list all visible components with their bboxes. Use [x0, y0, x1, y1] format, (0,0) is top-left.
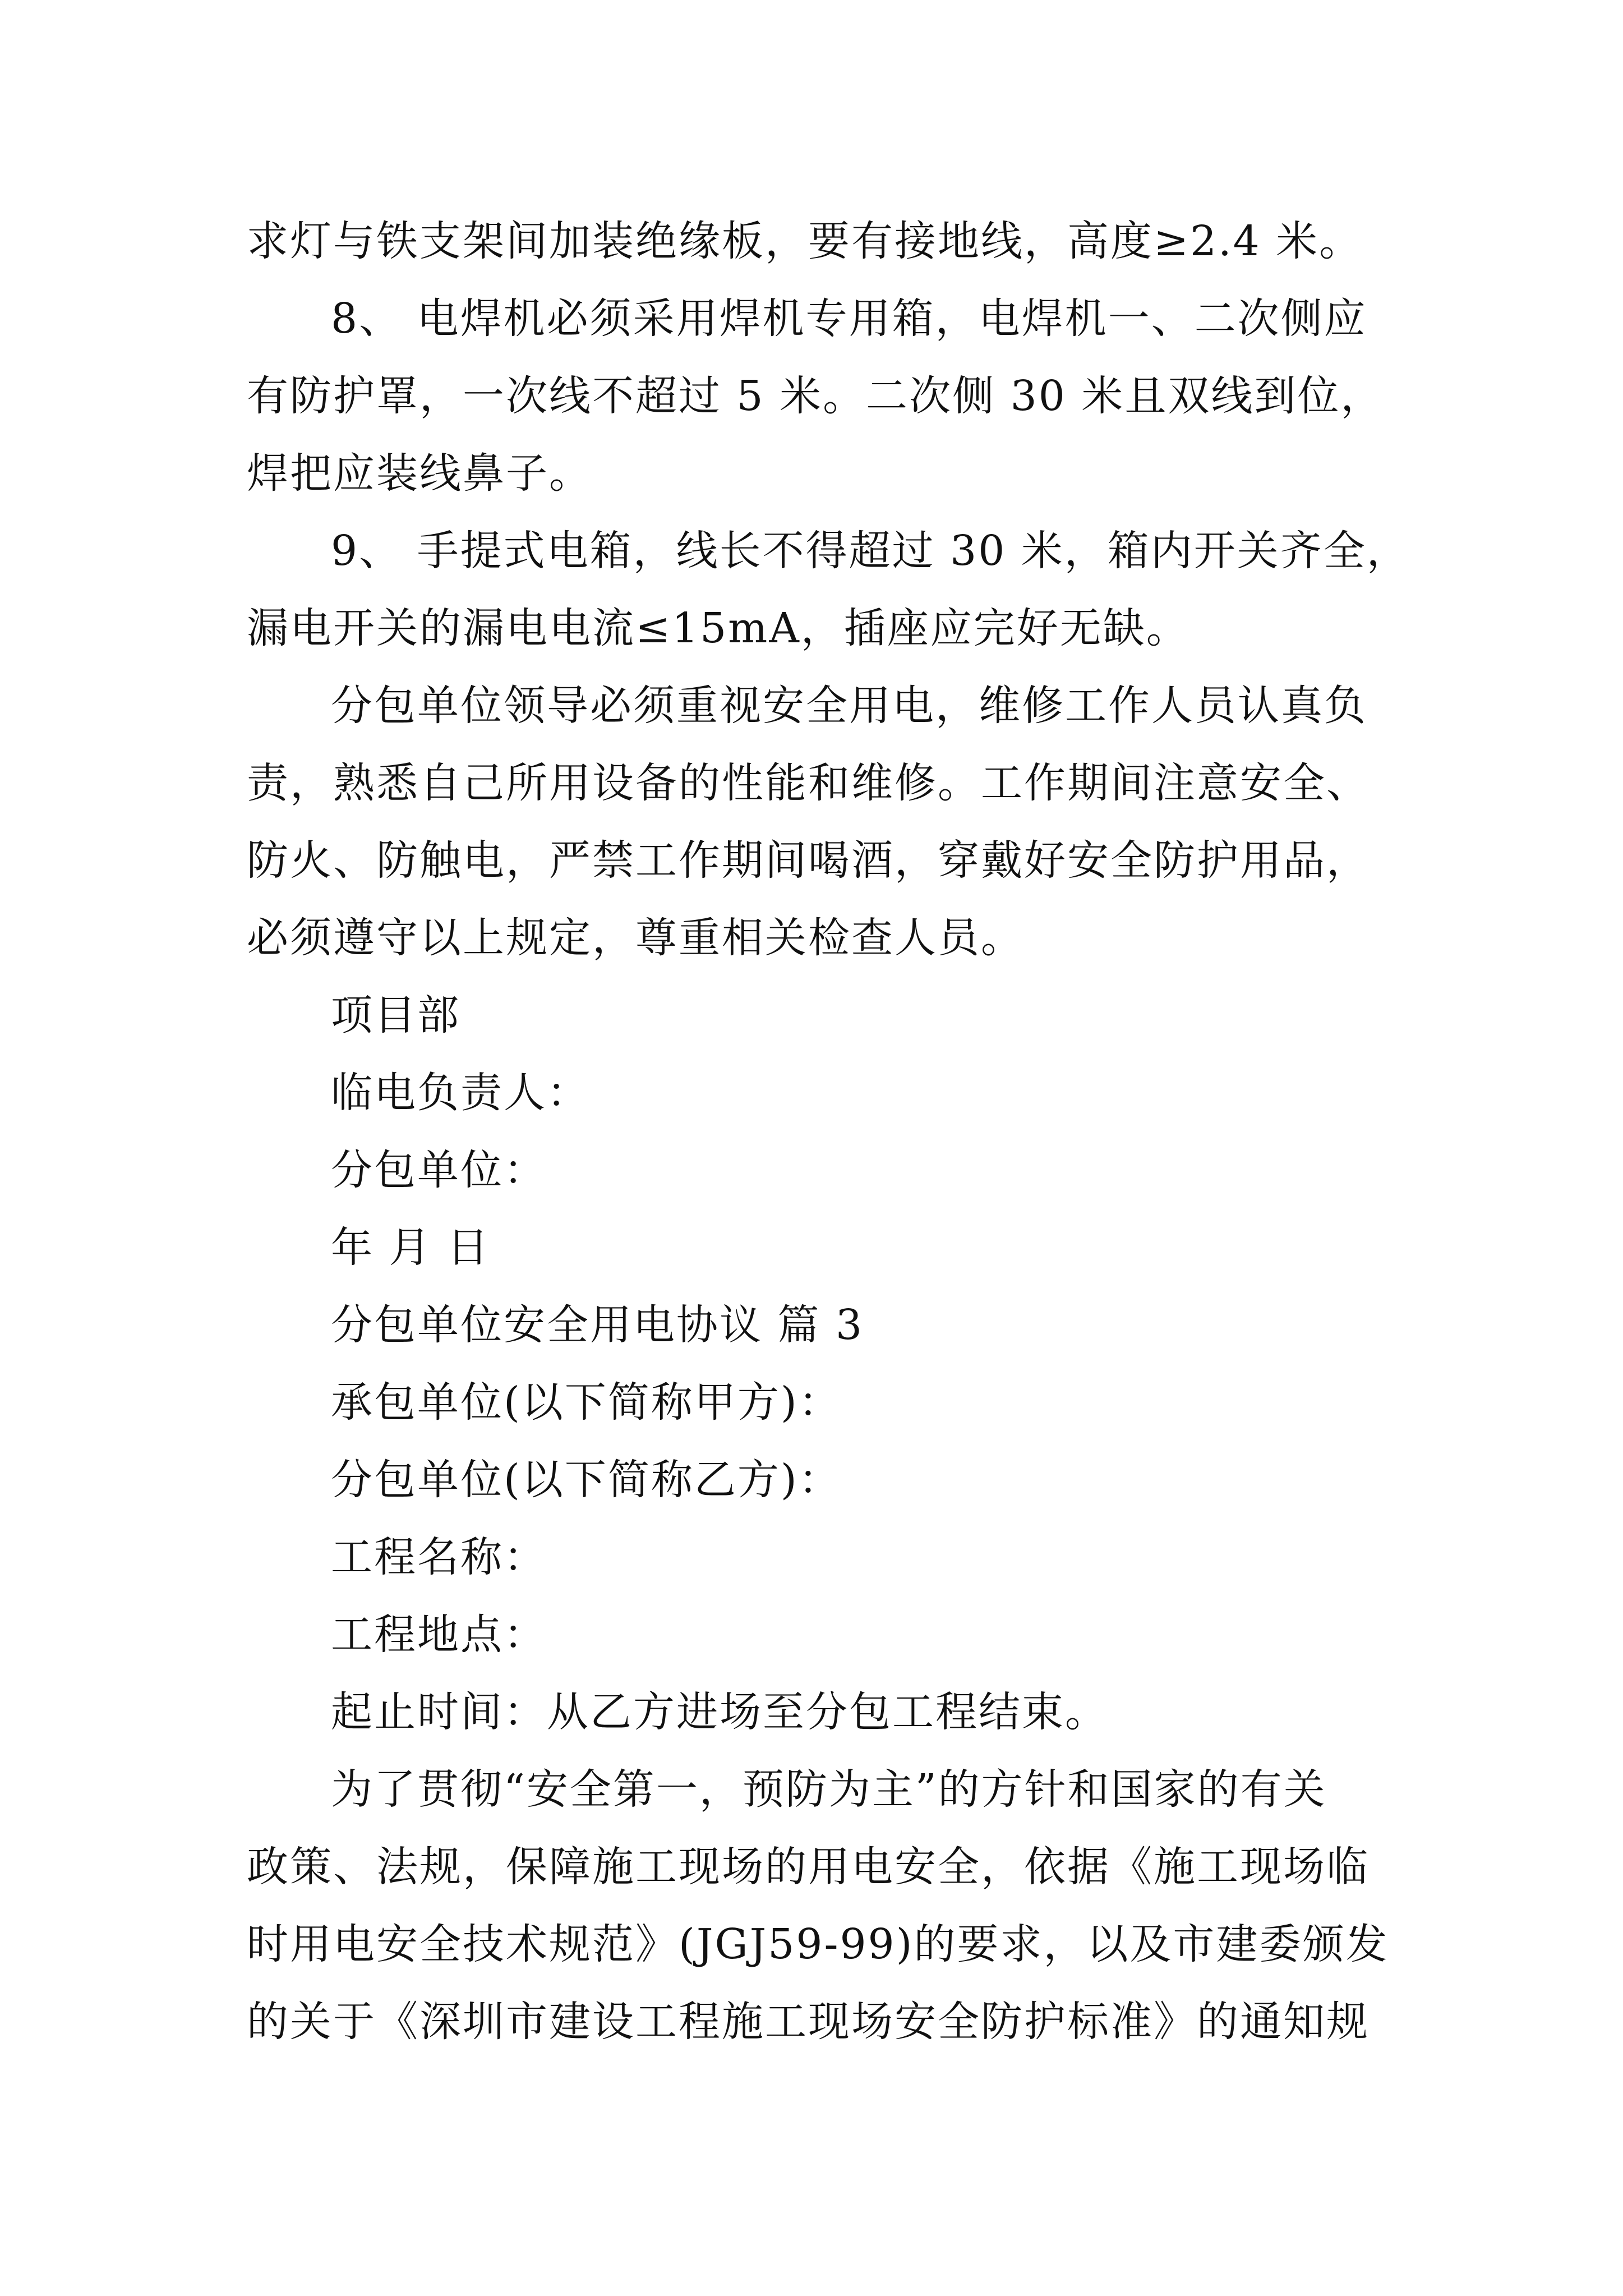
- list-item-9: 9、 手提式电箱，线长不得超过 30 米，箱内开关齐全，: [331, 527, 1410, 575]
- body-text-line: 有防护罩，一次线不超过 5 米。二次侧 30 米且双线到位，: [247, 372, 1384, 420]
- field-project-location: 工程地点：: [331, 1611, 547, 1659]
- signature-date: 年 月 日: [331, 1223, 491, 1272]
- body-text-line: 的关于《深圳市建设工程施工现场安全防护标准》的通知规: [247, 1998, 1370, 2046]
- field-duration: 起止时间：从乙方进场至分包工程结束。: [331, 1688, 1108, 1736]
- body-text-line: 政策、法规，保障施工现场的用电安全，依据《施工现场临: [247, 1843, 1370, 1891]
- signature-project-dept: 项目部: [331, 991, 460, 1039]
- paragraph-start: 分包单位领导必须重视安全用电，维修工作人员认真负: [331, 682, 1367, 730]
- body-text-line: 责，熟悉自己所用设备的性能和维修。工作期间注意安全、: [247, 759, 1370, 807]
- field-project-name: 工程名称：: [331, 1533, 547, 1581]
- body-text-line: 防火、防触电，严禁工作期间喝酒，穿戴好安全防护用品，: [247, 836, 1370, 885]
- body-text-line: 求灯与铁支架间加装绝缘板，要有接地线，高度≥2.4 米。: [247, 217, 1363, 265]
- body-text-line: 时用电安全技术规范》(JGJ59-99)的要求，以及市建委颁发: [247, 1920, 1389, 1968]
- section-title: 分包单位安全用电协议 篇 3: [331, 1301, 864, 1349]
- paragraph-start: 为了贯彻“安全第一，预防为主”的方针和国家的有关: [331, 1765, 1327, 1814]
- field-party-a: 承包单位(以下简称甲方)：: [331, 1378, 842, 1427]
- field-party-b: 分包单位(以下简称乙方)：: [331, 1456, 842, 1504]
- signature-subcontractor: 分包单位：: [331, 1146, 547, 1194]
- body-text-line: 必须遵守以上规定，尊重相关检查人员。: [247, 914, 1024, 962]
- signature-electric-manager: 临电负责人：: [331, 1069, 590, 1117]
- list-item-8: 8、 电焊机必须采用焊机专用箱，电焊机一、二次侧应: [331, 295, 1367, 343]
- body-text-line: 焊把应装线鼻子。: [247, 449, 592, 498]
- body-text-line: 漏电开关的漏电电流≤15mA，插座应完好无缺。: [247, 604, 1189, 652]
